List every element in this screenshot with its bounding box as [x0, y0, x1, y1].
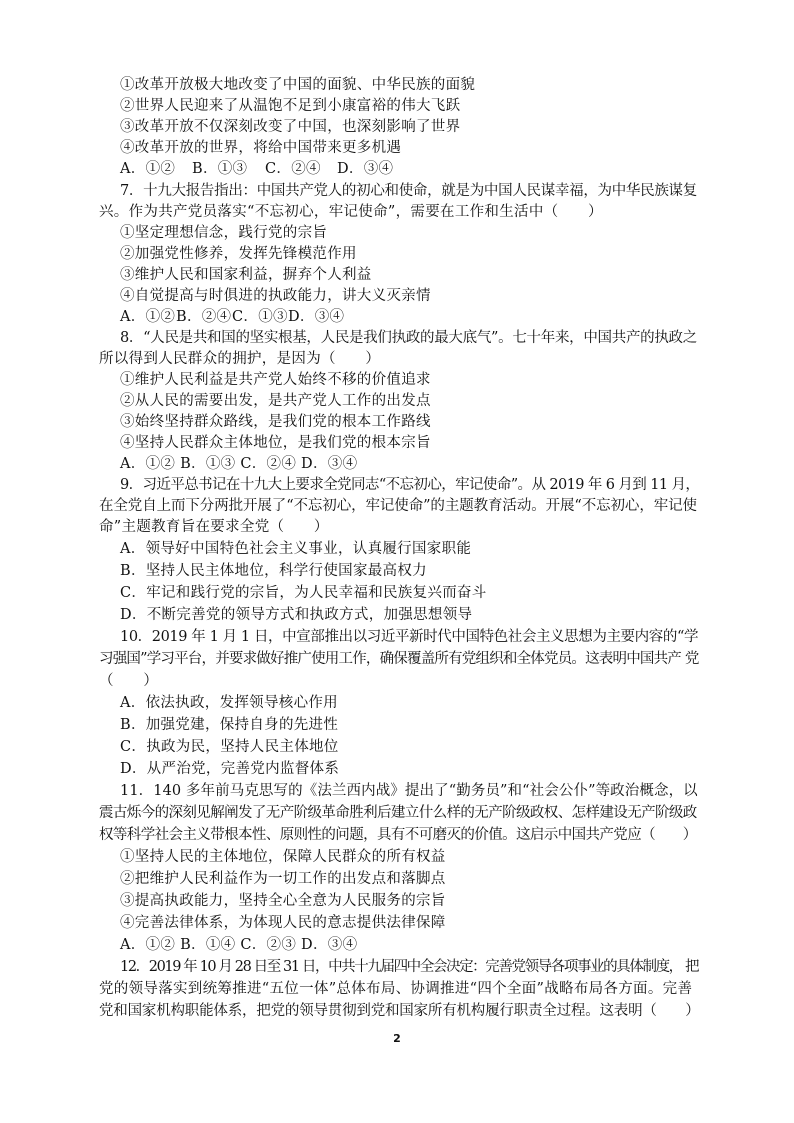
- q11-stem-line-3: 权等科学社会主义带根本性、原则性的问题，具有不可磨灭的价值。这启示中国共产党应（ ）: [99, 827, 697, 843]
- q6-option-1: ①改革开放极大地改变了中国的面貌、中华民族的面貌: [120, 77, 476, 93]
- q8-option-1: ①维护人民利益是共产党人始终不移的价值追求: [120, 372, 431, 388]
- q10-option-b: B．加强党建，保持自身的先进性: [120, 717, 339, 733]
- q7-choice-b: B．②④: [176, 309, 232, 325]
- q10-option-a: A．依法执政，发挥领导核心作用: [120, 695, 338, 711]
- q7-stem-line-1: 7．十九大报告指出：中国共产党人的初心和使命，就是为中国人民谋幸福，为中华民族谋复: [120, 183, 697, 199]
- q6-choice-b: B．①③: [192, 161, 248, 177]
- q9-stem-line-2: 在全党自上而下分两批开展了“不忘初心，牢记使命”的主题教育活动。开展“不忘初心，牢记使: [99, 498, 697, 514]
- q10-stem-line-1: 10．2019 年 1 月 1 日，中宣部推出以习近平新时代中国特色社会主义思想为主要内容的“学: [120, 629, 699, 645]
- q8-option-3: ③始终坚持群众路线，是我们党的根本工作路线: [120, 414, 431, 430]
- q7-choice-c: C．①③: [232, 309, 288, 325]
- q12-stem-line-2: 党的领导落实到统筹推进“五位一体”总体布局、协调推进“四个全面”战略布局各方面。完善: [99, 981, 693, 997]
- q11-choices: A．①② B．①④ C．②③ D．③④: [120, 937, 358, 953]
- q9-option-c: C．牢记和践行党的宗旨，为人民幸福和民族复兴而奋斗: [120, 585, 487, 601]
- q7-choice-a: A．①②: [120, 309, 176, 325]
- q10-option-d: D．从严治党，完善党内监督体系: [120, 761, 340, 777]
- q10-option-c: C．执政为民，坚持人民主体地位: [120, 739, 339, 755]
- q9-stem-line-3: 命”主题教育旨在要求全党（ ）: [99, 519, 329, 535]
- q11-option-1: ①坚持人民的主体地位，保障人民群众的所有权益: [120, 849, 446, 865]
- q9-option-b: B．坚持人民主体地位，科学行使国家最高权力: [120, 563, 427, 579]
- q10-stem-line-3: （ ）: [99, 673, 159, 689]
- q6-choice-c: C．②④: [265, 161, 321, 177]
- q8-stem-line-2: 所以得到人民群众的拥护，是因为（ ）: [99, 351, 381, 367]
- q6-choices: [120, 159, 393, 179]
- q8-option-4: ④坚持人民群众主体地位，是我们党的根本宗旨: [120, 435, 431, 451]
- q9-option-a: A．领导好中国特色社会主义事业，认真履行国家职能: [120, 541, 472, 557]
- q6-choice-a: A．①②: [120, 161, 176, 177]
- q7-stem-line-2: 兴。作为共产党员落实“不忘初心，牢记使命”，需要在工作和生活中（ ）: [99, 204, 603, 220]
- q7-choice-d: D．③④: [288, 309, 345, 325]
- q11-option-3: ③提高执政能力，坚持全心全意为人民服务的宗旨: [120, 893, 446, 909]
- q6-option-4: ④改革开放的世界，将给中国带来更多机遇: [120, 140, 402, 156]
- q12-stem-line-1: 12．2019 年 10 月 28 日至 31 日，中共十九届四中全会决定：完善党领导各项事业的具体制度， 把: [120, 959, 699, 975]
- q12-stem-line-3: 党和国家机构职能体系，把党的领导贯彻到党和国家所有机构履行职责全过程。这表明（ ）: [99, 1003, 700, 1019]
- q7-option-4: ④自觉提高与时俱进的执政能力，讲大义灭亲情: [120, 288, 431, 304]
- q8-stem-line-1: 8．“人民是共和国的坚实根基，人民是我们执政的最大底气”。七十年来，中国共产的执政之: [120, 330, 697, 346]
- page-number: 2: [393, 1032, 401, 1045]
- q11-stem-line-1: 11．140 多年前马克思写的《法兰西内战》提出了“勤务员”和“社会公仆”等政治概念，以: [120, 783, 698, 799]
- q7-option-1: ①坚定理想信念，践行党的宗旨: [120, 225, 328, 241]
- q9-stem-line-1: 9．习近平总书记在十九大上要求全党同志“不忘初心，牢记使命”。从 2019 年 6 月到 11 月，: [120, 477, 700, 493]
- q11-stem-line-2: 震古烁今的深刻见解阐发了无产阶级革命胜利后建立什么样的无产阶级政权、怎样建设无产阶级政: [99, 805, 697, 821]
- q11-option-2: ②把维护人民利益作为一切工作的出发点和落脚点: [120, 871, 446, 887]
- q6-option-2: ②世界人民迎来了从温饱不足到小康富裕的伟大飞跃: [120, 98, 461, 114]
- q11-option-4: ④完善法律体系，为体现人民的意志提供法律保障: [120, 915, 446, 931]
- q8-choices: A．①② B．①③ C．②④ D．③④: [120, 456, 358, 472]
- q6-choice-d: D．③④: [337, 161, 394, 177]
- q7-option-2: ②加强党性修养，发挥先锋模范作用: [120, 246, 357, 262]
- q7-choices: [120, 307, 344, 327]
- q9-option-d: D．不断完善党的领导方式和执政方式，加强思想领导: [120, 607, 473, 623]
- q7-option-3: ③维护人民和国家利益，摒弃个人利益: [120, 267, 372, 283]
- q6-option-3: ③改革开放不仅深刻改变了中国，也深刻影响了世界: [120, 119, 461, 135]
- q10-stem-line-2: 习强国”学习平台，并要求做好推广使用工作，确保覆盖所有党组织和全体党员。这表明中国共产 党: [99, 651, 699, 667]
- q8-option-2: ②从人民的需要出发，是共产党人工作的出发点: [120, 393, 431, 409]
